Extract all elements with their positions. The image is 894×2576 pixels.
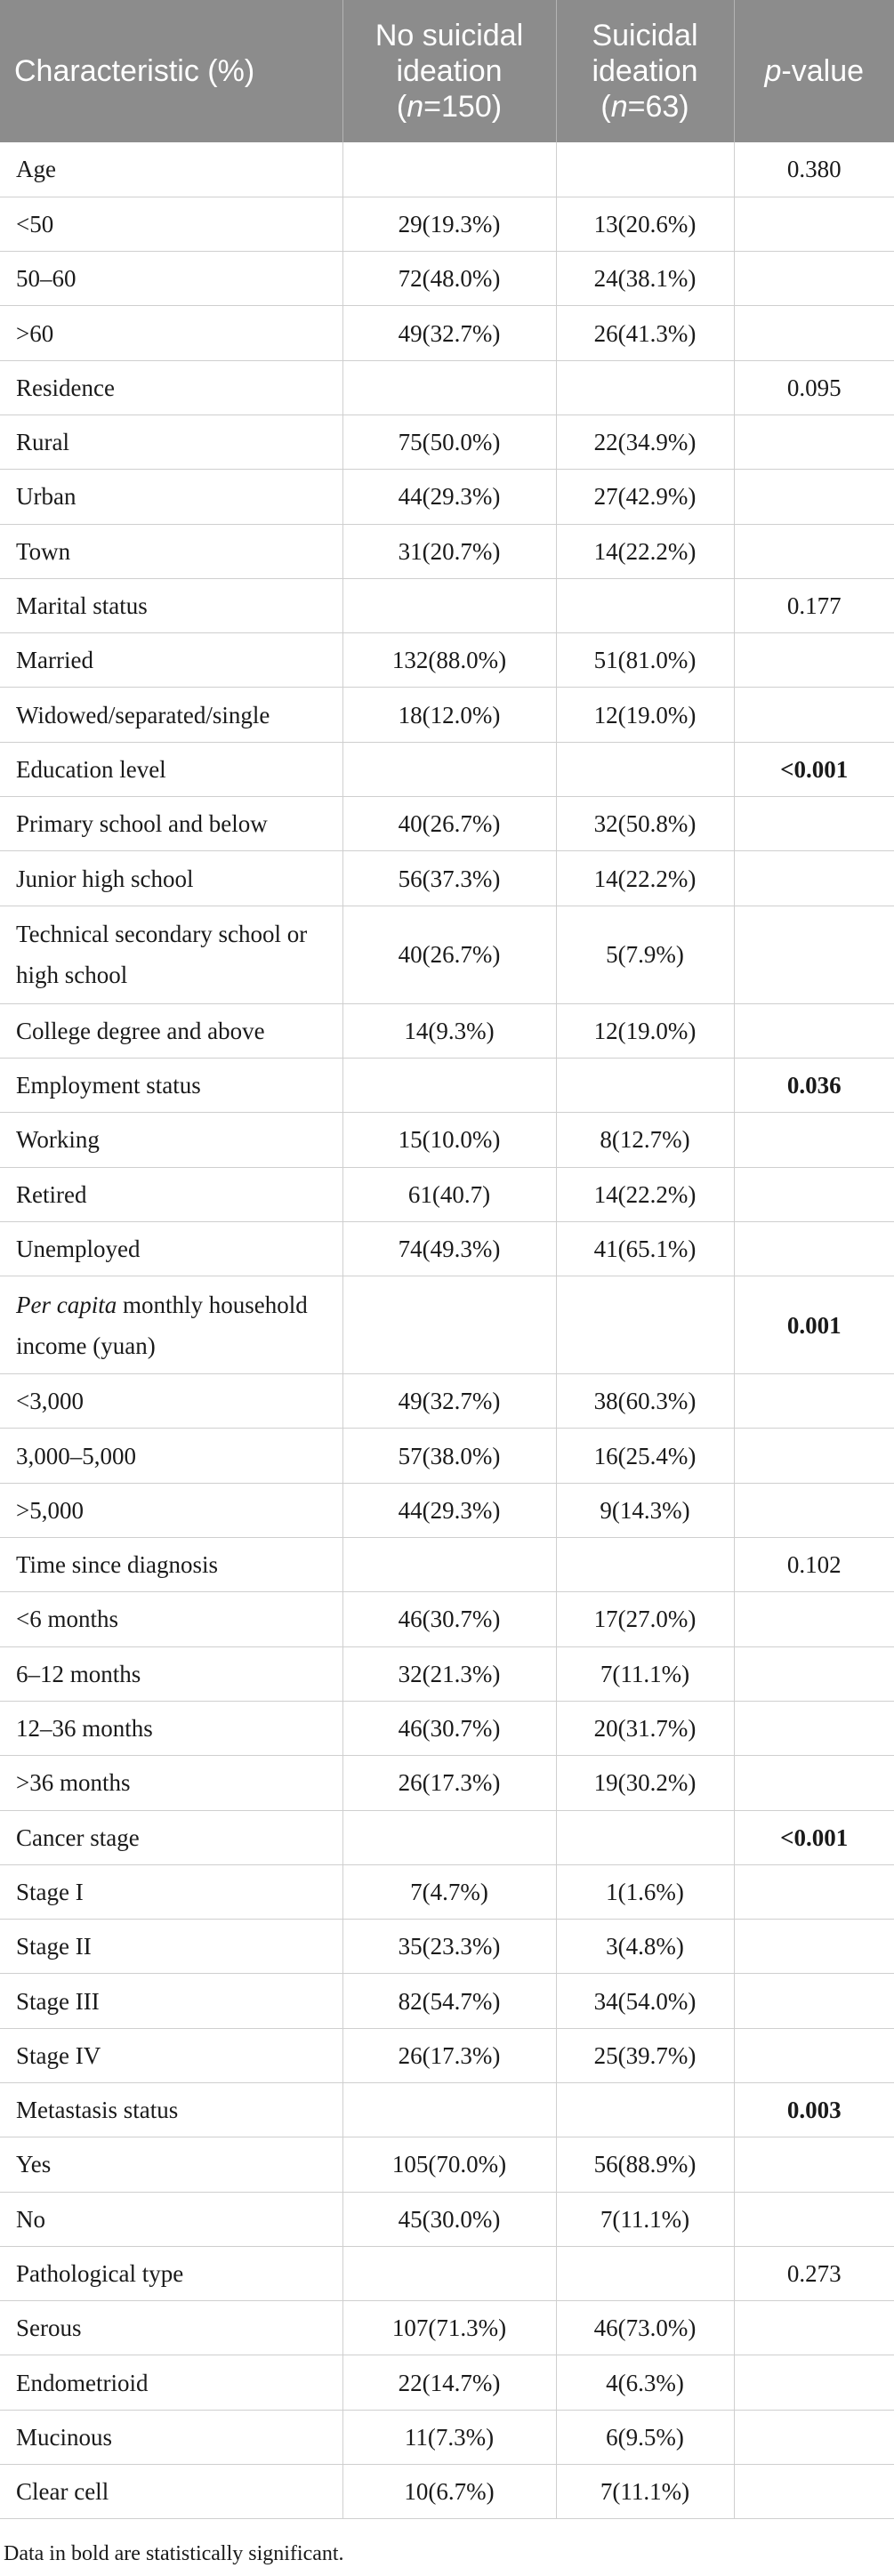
cell-characteristic [0, 1701, 342, 1755]
cell-characteristic [0, 851, 342, 906]
cell-suicidal-ideation: 7(11.1%) [556, 2465, 734, 2519]
cell-characteristic [0, 578, 342, 632]
cell-characteristic [0, 688, 342, 742]
cell-no-suicidal-ideation: 56(37.3%) [342, 851, 556, 906]
table-row [0, 1113, 894, 1167]
cell-no-suicidal-ideation [342, 1538, 556, 1592]
table-row [0, 1483, 894, 1537]
table-row [0, 1276, 894, 1374]
cell-characteristic-label: Residence [16, 374, 115, 401]
cell-suicidal-ideation: 7(11.1%) [556, 1646, 734, 1701]
cell-characteristic [0, 633, 342, 688]
table-row [0, 2137, 894, 2192]
header-si-n: n [610, 90, 628, 124]
cell-no-suicidal-ideation: 7(4.7%) [342, 1864, 556, 1919]
cell-characteristic [0, 906, 342, 1003]
cell-p-value [734, 1429, 894, 1483]
cell-characteristic [0, 1113, 342, 1167]
cell-p-value [734, 2410, 894, 2464]
table-row [0, 1003, 894, 1058]
cell-characteristic [0, 1429, 342, 1483]
cell-suicidal-ideation: 26(41.3%) [556, 306, 734, 360]
cell-characteristic [0, 2192, 342, 2246]
table-row [0, 470, 894, 524]
table-row [0, 1167, 894, 1221]
cell-p-value [734, 906, 894, 1003]
cell-suicidal-ideation: 56(88.9%) [556, 2137, 734, 2192]
cell-no-suicidal-ideation [342, 742, 556, 796]
table-row [0, 142, 894, 197]
cell-p-value [734, 688, 894, 742]
cell-p-value: 0.177 [734, 578, 894, 632]
table-row [0, 633, 894, 688]
cell-p-value: 0.273 [734, 2246, 894, 2300]
cell-characteristic-label: Age [16, 156, 56, 183]
cell-suicidal-ideation: 1(1.6%) [556, 1864, 734, 1919]
cell-characteristic-label: <6 months [16, 1606, 118, 1633]
cell-characteristic-label: <50 [16, 210, 54, 237]
cell-suicidal-ideation: 16(25.4%) [556, 1429, 734, 1483]
cell-characteristic [0, 2083, 342, 2137]
cell-characteristic-label: Widowed/separated/single [16, 701, 270, 729]
cell-characteristic [0, 1058, 342, 1112]
cell-suicidal-ideation [556, 1276, 734, 1374]
cell-characteristic [0, 1920, 342, 1974]
cell-characteristic-label: monthly household income (yuan) [16, 1291, 308, 1359]
cell-suicidal-ideation: 38(60.3%) [556, 1374, 734, 1429]
cell-p-value: 0.380 [734, 142, 894, 197]
cell-characteristic [0, 252, 342, 306]
table-row [0, 1221, 894, 1276]
cell-characteristic [0, 1221, 342, 1276]
header-si-line1: Suicidal [592, 19, 698, 52]
cell-p-value [734, 306, 894, 360]
cell-characteristic-label: 3,000–5,000 [16, 1442, 136, 1469]
header-p-value [734, 0, 894, 142]
cell-suicidal-ideation: 14(22.2%) [556, 851, 734, 906]
table-row [0, 1429, 894, 1483]
cell-p-value: 0.095 [734, 360, 894, 415]
header-p-italic: p [764, 54, 782, 88]
cell-no-suicidal-ideation: 26(17.3%) [342, 1756, 556, 1810]
cell-p-value: 0.036 [734, 1058, 894, 1112]
cell-p-value [734, 633, 894, 688]
cell-suicidal-ideation: 22(34.9%) [556, 415, 734, 469]
cell-characteristic-label: Cancer stage [16, 1823, 140, 1851]
table-row [0, 1810, 894, 1864]
cell-p-value [734, 197, 894, 251]
cell-characteristic [0, 1276, 342, 1374]
cell-suicidal-ideation [556, 1538, 734, 1592]
header-suicidal-ideation [556, 0, 734, 142]
cell-characteristic-label: >5,000 [16, 1496, 84, 1524]
cell-characteristic-label: Stage II [16, 1933, 92, 1960]
cell-suicidal-ideation: 41(65.1%) [556, 1221, 734, 1276]
cell-no-suicidal-ideation: 49(32.7%) [342, 306, 556, 360]
cell-characteristic-label: Urban [16, 483, 77, 511]
cell-suicidal-ideation: 24(38.1%) [556, 252, 734, 306]
cell-characteristic [0, 797, 342, 851]
cell-characteristic-label: Time since diagnosis [16, 1551, 219, 1579]
header-p-rest: -value [781, 54, 865, 88]
cell-characteristic-label: Employment status [16, 1072, 201, 1099]
cell-suicidal-ideation [556, 360, 734, 415]
cell-characteristic [0, 2301, 342, 2355]
cell-p-value [734, 1974, 894, 2028]
table-row [0, 2083, 894, 2137]
cell-p-value [734, 470, 894, 524]
cell-no-suicidal-ideation: 75(50.0%) [342, 415, 556, 469]
cell-no-suicidal-ideation: 35(23.3%) [342, 1920, 556, 1974]
cell-p-value [734, 1113, 894, 1167]
cell-characteristic-label: Stage IV [16, 2041, 101, 2069]
cell-no-suicidal-ideation: 74(49.3%) [342, 1221, 556, 1276]
cell-p-value [734, 252, 894, 306]
cell-no-suicidal-ideation: 49(32.7%) [342, 1374, 556, 1429]
cell-suicidal-ideation [556, 142, 734, 197]
cell-characteristic-label: Stage I [16, 1878, 84, 1905]
cell-characteristic [0, 1483, 342, 1537]
cell-characteristic [0, 742, 342, 796]
header-no-si-line2-post: =150) [423, 90, 503, 124]
cell-characteristic [0, 415, 342, 469]
cell-no-suicidal-ideation: 132(88.0%) [342, 633, 556, 688]
cell-suicidal-ideation: 32(50.8%) [556, 797, 734, 851]
cell-characteristic-label: Rural [16, 429, 69, 456]
cell-suicidal-ideation: 3(4.8%) [556, 1920, 734, 1974]
cell-p-value [734, 1646, 894, 1701]
table-row [0, 415, 894, 469]
header-no-suicidal-ideation [342, 0, 556, 142]
cell-characteristic-label: Education level [16, 755, 166, 783]
cell-characteristic [0, 1646, 342, 1701]
cell-no-suicidal-ideation [342, 2083, 556, 2137]
cell-p-value [734, 1701, 894, 1755]
table-row [0, 197, 894, 251]
table-row [0, 2301, 894, 2355]
cell-characteristic-label: Yes [16, 2151, 52, 2178]
cell-suicidal-ideation: 27(42.9%) [556, 470, 734, 524]
cell-suicidal-ideation [556, 2083, 734, 2137]
cell-characteristic-label: 6–12 months [16, 1660, 141, 1687]
cell-suicidal-ideation: 14(22.2%) [556, 1167, 734, 1221]
cell-no-suicidal-ideation: 32(21.3%) [342, 1646, 556, 1701]
cell-characteristic-label: Unemployed [16, 1235, 141, 1262]
cell-characteristic [0, 1864, 342, 1919]
cell-p-value [734, 2028, 894, 2082]
cell-p-value [734, 2465, 894, 2519]
cell-characteristic [0, 1538, 342, 1592]
table-row [0, 688, 894, 742]
cell-characteristic [0, 2246, 342, 2300]
cell-no-suicidal-ideation [342, 360, 556, 415]
cell-no-suicidal-ideation [342, 1276, 556, 1374]
cell-no-suicidal-ideation: 107(71.3%) [342, 2301, 556, 2355]
cell-no-suicidal-ideation: 57(38.0%) [342, 1429, 556, 1483]
table-row [0, 1701, 894, 1755]
cell-suicidal-ideation: 19(30.2%) [556, 1756, 734, 1810]
cell-p-value [734, 1483, 894, 1537]
table-row [0, 1974, 894, 2028]
cell-characteristic-label: Clear cell [16, 2478, 109, 2506]
header-no-si-line1: No suicidal [375, 19, 524, 52]
cell-characteristic [0, 1974, 342, 2028]
table-row [0, 2192, 894, 2246]
cell-p-value [734, 1756, 894, 1810]
table-row [0, 1864, 894, 1919]
cell-no-suicidal-ideation: 29(19.3%) [342, 197, 556, 251]
cell-characteristic-label: Serous [16, 2314, 82, 2342]
cell-p-value [734, 1920, 894, 1974]
table-row [0, 360, 894, 415]
header-characteristic [0, 0, 342, 142]
cell-characteristic-label: Technical secondary school or high school [16, 921, 308, 989]
cell-characteristic [0, 360, 342, 415]
cell-characteristic [0, 1003, 342, 1058]
cell-no-suicidal-ideation: 31(20.7%) [342, 524, 556, 578]
cell-p-value: <0.001 [734, 742, 894, 796]
cell-no-suicidal-ideation: 82(54.7%) [342, 1974, 556, 2028]
cell-p-value [734, 1003, 894, 1058]
cell-suicidal-ideation: 51(81.0%) [556, 633, 734, 688]
cell-characteristic [0, 470, 342, 524]
cell-p-value [734, 2137, 894, 2192]
cell-no-suicidal-ideation [342, 578, 556, 632]
cell-characteristic-label: 12–36 months [16, 1715, 153, 1743]
cell-p-value: 0.001 [734, 1276, 894, 1374]
cell-no-suicidal-ideation: 22(14.7%) [342, 2355, 556, 2410]
cell-p-value [734, 2355, 894, 2410]
cell-p-value [734, 524, 894, 578]
cell-characteristic-label: Mucinous [16, 2423, 112, 2451]
table-row [0, 1920, 894, 1974]
cell-no-suicidal-ideation [342, 142, 556, 197]
cell-characteristic-italic: Per capita [16, 1291, 117, 1318]
cell-suicidal-ideation: 4(6.3%) [556, 2355, 734, 2410]
cell-suicidal-ideation: 7(11.1%) [556, 2192, 734, 2246]
cell-characteristic-label: Metastasis status [16, 2097, 179, 2124]
cell-characteristic [0, 306, 342, 360]
table-footnote: Data in bold are statistically significant. [4, 2542, 344, 2565]
cell-characteristic-label: >36 months [16, 1769, 131, 1797]
cell-characteristic [0, 2465, 342, 2519]
table-row [0, 252, 894, 306]
table-row [0, 2410, 894, 2464]
table-row [0, 742, 894, 796]
cell-characteristic [0, 1810, 342, 1864]
table-row [0, 851, 894, 906]
cell-characteristic-label: Working [16, 1126, 100, 1154]
cell-no-suicidal-ideation [342, 1810, 556, 1864]
header-si-line2: ideation [592, 54, 698, 88]
cell-suicidal-ideation: 5(7.9%) [556, 906, 734, 1003]
cell-no-suicidal-ideation: 15(10.0%) [342, 1113, 556, 1167]
cell-characteristic [0, 524, 342, 578]
cell-suicidal-ideation: 20(31.7%) [556, 1701, 734, 1755]
cell-no-suicidal-ideation: 46(30.7%) [342, 1701, 556, 1755]
table-row [0, 2465, 894, 2519]
cell-no-suicidal-ideation [342, 2246, 556, 2300]
cell-p-value [734, 415, 894, 469]
cell-no-suicidal-ideation: 40(26.7%) [342, 797, 556, 851]
table-row [0, 906, 894, 1003]
cell-characteristic [0, 2355, 342, 2410]
cell-characteristic [0, 1374, 342, 1429]
table-row [0, 578, 894, 632]
cell-suicidal-ideation [556, 742, 734, 796]
header-si-line3-pre: ( [600, 90, 611, 124]
header-no-si-n: n [407, 90, 424, 124]
cell-characteristic-label: Endometrioid [16, 2369, 149, 2396]
cell-suicidal-ideation: 6(9.5%) [556, 2410, 734, 2464]
table-header [0, 0, 894, 142]
table-body [0, 142, 894, 2519]
cell-suicidal-ideation [556, 2246, 734, 2300]
cell-suicidal-ideation [556, 578, 734, 632]
cell-no-suicidal-ideation: 14(9.3%) [342, 1003, 556, 1058]
cell-no-suicidal-ideation: 10(6.7%) [342, 2465, 556, 2519]
cell-characteristic-label: College degree and above [16, 1017, 265, 1044]
table-row [0, 1646, 894, 1701]
cell-no-suicidal-ideation: 45(30.0%) [342, 2192, 556, 2246]
cell-p-value [734, 851, 894, 906]
cell-no-suicidal-ideation: 44(29.3%) [342, 470, 556, 524]
cell-characteristic-label: No [16, 2205, 45, 2233]
cell-characteristic [0, 2137, 342, 2192]
cell-p-value [734, 2301, 894, 2355]
cell-suicidal-ideation: 12(19.0%) [556, 688, 734, 742]
table-row [0, 797, 894, 851]
cell-characteristic-label: Junior high school [16, 865, 194, 892]
cell-suicidal-ideation: 14(22.2%) [556, 524, 734, 578]
cell-characteristic-label: Retired [16, 1180, 87, 1208]
cell-characteristic [0, 2028, 342, 2082]
table-row [0, 524, 894, 578]
cell-suicidal-ideation: 12(19.0%) [556, 1003, 734, 1058]
cell-characteristic-label: 50–60 [16, 265, 77, 293]
cell-suicidal-ideation: 13(20.6%) [556, 197, 734, 251]
table-row [0, 2028, 894, 2082]
table-row [0, 2246, 894, 2300]
header-characteristic-label: Characteristic (%) [14, 54, 255, 88]
cell-p-value [734, 797, 894, 851]
cell-suicidal-ideation: 46(73.0%) [556, 2301, 734, 2355]
cell-characteristic-label: <3,000 [16, 1388, 84, 1415]
cell-suicidal-ideation: 8(12.7%) [556, 1113, 734, 1167]
cell-suicidal-ideation: 9(14.3%) [556, 1483, 734, 1537]
cell-characteristic-label: Marital status [16, 592, 148, 620]
cell-p-value [734, 2192, 894, 2246]
cell-characteristic-label: Primary school and below [16, 810, 268, 838]
cell-suicidal-ideation [556, 1058, 734, 1112]
table-row [0, 306, 894, 360]
cell-suicidal-ideation: 17(27.0%) [556, 1592, 734, 1646]
table-row [0, 1058, 894, 1112]
cell-characteristic [0, 1756, 342, 1810]
cell-p-value: 0.003 [734, 2083, 894, 2137]
header-si-line3-post: =63) [627, 90, 689, 124]
cell-characteristic [0, 197, 342, 251]
cell-no-suicidal-ideation: 46(30.7%) [342, 1592, 556, 1646]
cell-characteristic-label: >60 [16, 319, 54, 347]
cell-no-suicidal-ideation [342, 1058, 556, 1112]
cell-no-suicidal-ideation: 105(70.0%) [342, 2137, 556, 2192]
table-row [0, 1592, 894, 1646]
cell-characteristic-label: Pathological type [16, 2260, 184, 2288]
cell-suicidal-ideation: 34(54.0%) [556, 1974, 734, 2028]
cell-no-suicidal-ideation: 61(40.7) [342, 1167, 556, 1221]
cell-p-value: <0.001 [734, 1810, 894, 1864]
cell-p-value [734, 1221, 894, 1276]
cell-characteristic [0, 142, 342, 197]
cell-characteristic-label: Stage III [16, 1987, 100, 2015]
cell-characteristic [0, 2410, 342, 2464]
cell-characteristic-label: Town [16, 537, 71, 565]
cell-p-value [734, 1592, 894, 1646]
cell-no-suicidal-ideation: 18(12.0%) [342, 688, 556, 742]
cell-suicidal-ideation [556, 1810, 734, 1864]
cell-no-suicidal-ideation: 26(17.3%) [342, 2028, 556, 2082]
table-row [0, 1756, 894, 1810]
cell-no-suicidal-ideation: 40(26.7%) [342, 906, 556, 1003]
cell-no-suicidal-ideation: 11(7.3%) [342, 2410, 556, 2464]
cell-p-value [734, 1864, 894, 1919]
cell-no-suicidal-ideation: 72(48.0%) [342, 252, 556, 306]
table-row [0, 1538, 894, 1592]
table-row [0, 2355, 894, 2410]
cell-p-value: 0.102 [734, 1538, 894, 1592]
cell-p-value [734, 1374, 894, 1429]
header-no-si-line2-pre: ideation ( [396, 54, 503, 124]
cell-no-suicidal-ideation: 44(29.3%) [342, 1483, 556, 1537]
cell-characteristic [0, 1167, 342, 1221]
cell-p-value [734, 1167, 894, 1221]
cell-suicidal-ideation: 25(39.7%) [556, 2028, 734, 2082]
cell-characteristic [0, 1592, 342, 1646]
cell-characteristic-label: Married [16, 647, 93, 674]
table-row [0, 1374, 894, 1429]
